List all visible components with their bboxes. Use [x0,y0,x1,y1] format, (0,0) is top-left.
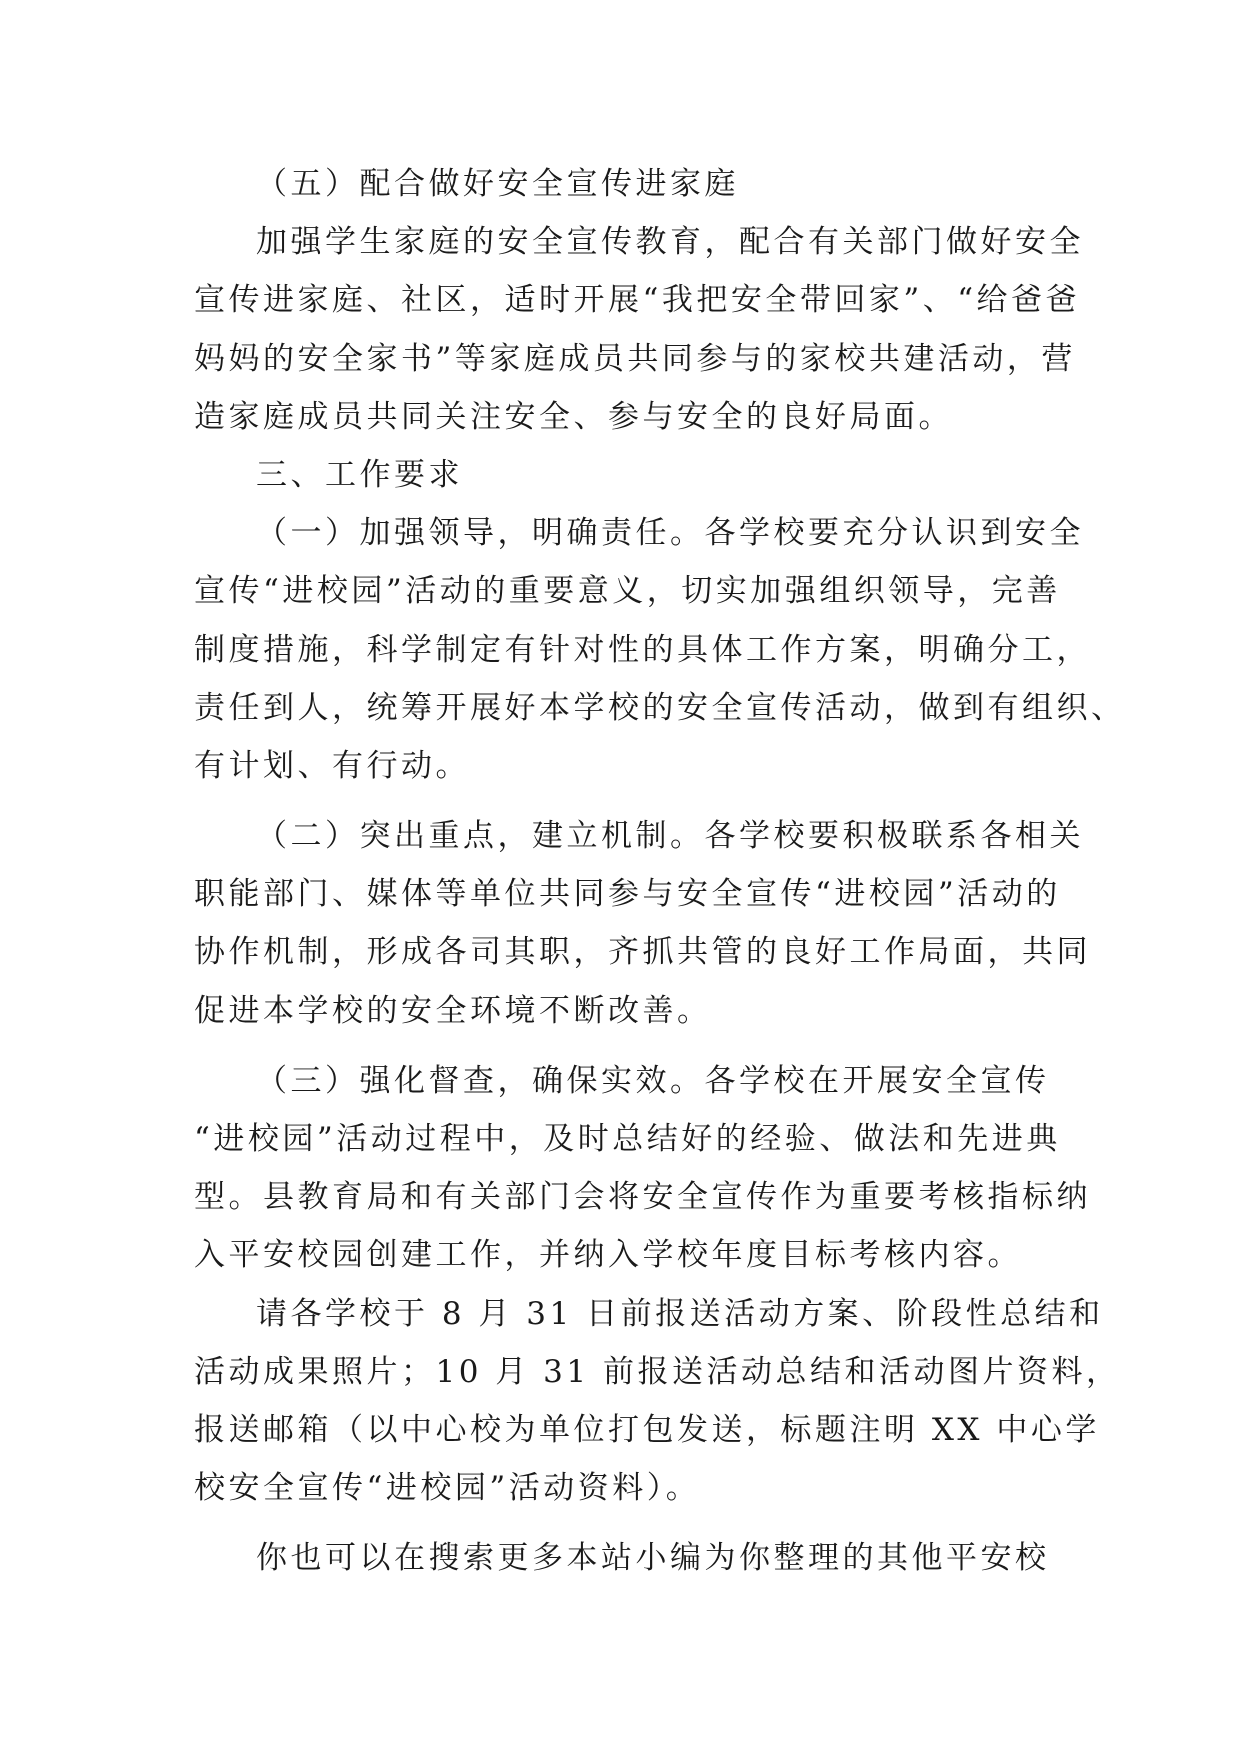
paragraph-line: （二）突出重点，建立机制。各学校要积极联系各相关 [256,818,1084,855]
paragraph-line: 制度措施，科学制定有针对性的具体工作方案，明确分工， [194,631,1091,668]
paragraph-line: 宣传进家庭、社区，适时开展“我把安全带回家”、“给爸爸 [194,282,1081,319]
paragraph-line: 责任到人，统筹开展好本学校的安全宣传活动，做到有组织、 [194,689,1126,726]
paragraph-line: 协作机制，形成各司其职，齐抓共管的良好工作局面，共同 [194,934,1091,971]
paragraph-line: 造家庭成员共同关注安全、参与安全的良好局面。 [194,398,953,435]
paragraph-line: 有计划、有行动。 [194,747,470,784]
section-heading-5: （五）配合做好安全宣传进家庭 [256,166,739,202]
paragraph-line: 宣传“进校园”活动的重要意义，切实加强组织领导，完善 [194,573,1061,610]
section-heading-3: 三、工作要求 [256,456,463,493]
paragraph-line: （一）加强领导，明确责任。各学校要充分认识到安全 [256,515,1084,552]
document-body [194,155,1126,1588]
paragraph-line: 型。县教育局和有关部门会将安全宣传作为重要考核指标纳 [194,1179,1091,1216]
paragraph-line: 加强学生家庭的安全宣传教育，配合有关部门做好安全 [256,224,1084,261]
paragraph-line: （三）强化督查，确保实效。各学校在开展安全宣传 [256,1062,1050,1099]
paragraph-line: 校安全宣传“进校园”活动资料）。 [194,1470,701,1507]
paragraph-line: “进校园”活动过程中，及时总结好的经验、做法和先进典 [194,1121,1061,1157]
paragraph-line: 职能部门、媒体等单位共同参与安全宣传“进校园”活动的 [194,876,1061,913]
paragraph-line: 入平安校园创建工作，并纳入学校年度目标考核内容。 [194,1237,1022,1274]
paragraph-line: 活动成果照片；10 月 31 前报送活动总结和活动图片资料， [194,1353,1121,1390]
paragraph-line: 你也可以在搜索更多本站小编为你整理的其他平安校 [256,1540,1050,1577]
paragraph-line: 报送邮箱（以中心校为单位打包发送，标题注明 XX 中心学 [194,1411,1100,1448]
paragraph-line: 促进本学校的安全环境不断改善。 [194,992,712,1029]
paragraph-line: 妈妈的安全家书”等家庭成员共同参与的家校共建活动，营 [194,340,1076,377]
paragraph-line: 请各学校于 8 月 31 日前报送活动方案、阶段性总结和 [256,1295,1104,1332]
